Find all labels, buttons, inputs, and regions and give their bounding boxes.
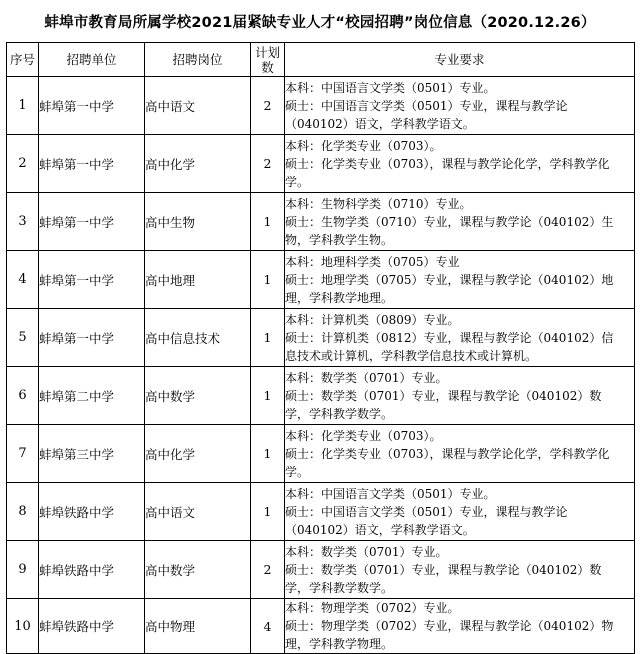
major-requirements — [285, 193, 635, 251]
recruiting-post: 高中数学 — [145, 541, 251, 599]
major-requirements — [285, 541, 635, 599]
requirement-line: 硕士：物理学类（0702）专业，课程与教学论（040102）物 — [285, 619, 614, 633]
requirement-line: 硕士：地理学类（0705）专业，课程与教学论（040102）地 — [285, 272, 614, 287]
requirement-line: 本科：化学类专业（0703）。 — [285, 138, 442, 153]
row-number: 5 — [7, 309, 39, 367]
table-row — [7, 251, 635, 309]
recruiting-unit: 蚌埠铁路中学 — [39, 483, 145, 541]
header-count-line2: 数 — [261, 59, 274, 75]
requirement-line: 学。 — [285, 464, 310, 479]
header-unit: 招聘单位 — [39, 43, 145, 77]
planned-count: 2 — [251, 77, 285, 135]
requirement-line: 本科：生物科学类（0710）专业。 — [285, 196, 472, 211]
recruiting-unit: 蚌埠第一中学 — [39, 309, 145, 367]
planned-count: 4 — [251, 599, 285, 654]
requirement-line: （040102）语文，学科教学语文。 — [285, 522, 475, 537]
row-number: 4 — [7, 251, 39, 309]
requirement-line: 学。 — [285, 174, 310, 189]
document-title: 蚌埠市教育局所属学校2021届紧缺专业人才“校园招聘”岗位信息（2020.12.26） — [44, 14, 596, 31]
requirement-line: 学，学科教学数学。 — [285, 580, 394, 595]
table-header-row — [7, 43, 635, 77]
planned-count: 1 — [251, 251, 285, 309]
row-number: 2 — [7, 135, 39, 193]
table-row — [7, 309, 635, 367]
major-requirements — [285, 135, 635, 193]
recruiting-post: 高中生物 — [145, 193, 251, 251]
table-row — [7, 135, 635, 193]
table-body — [7, 77, 635, 654]
recruiting-unit: 蚌埠第三中学 — [39, 425, 145, 483]
major-requirements — [285, 251, 635, 309]
requirement-line: 本科：计算机类（0809）专业。 — [285, 312, 460, 327]
recruiting-post: 高中化学 — [145, 425, 251, 483]
header-count — [251, 43, 285, 77]
recruiting-post: 高中数学 — [145, 367, 251, 425]
requirement-line: 本科：地理科学类（0705）专业 — [285, 254, 460, 269]
requirement-line: 本科：数学类（0701）专业。 — [285, 544, 448, 559]
major-requirements — [285, 483, 635, 541]
requirement-line: 硕士：中国语言文学类（0501）专业，课程与教学论 — [285, 98, 568, 113]
recruiting-unit: 蚌埠第一中学 — [39, 135, 145, 193]
requirement-line: 本科：中国语言文学类（0501）专业。 — [285, 80, 496, 95]
planned-count: 1 — [251, 367, 285, 425]
requirement-line: 硕士：化学类专业（0703），课程与教学论化学，学科教学化 — [285, 156, 610, 171]
planned-count: 2 — [251, 541, 285, 599]
table-row — [7, 367, 635, 425]
planned-count: 1 — [251, 483, 285, 541]
table-row — [7, 483, 635, 541]
major-requirements — [285, 77, 635, 135]
header-count-line1: 计划 — [254, 44, 280, 60]
table-row — [7, 77, 635, 135]
planned-count: 1 — [251, 193, 285, 251]
planned-count: 1 — [251, 425, 285, 483]
header-post: 招聘岗位 — [145, 43, 251, 77]
requirement-line: 本科：数学类（0701）专业。 — [285, 370, 448, 385]
table-row — [7, 541, 635, 599]
major-requirements — [285, 309, 635, 367]
requirement-line: 本科：中国语言文学类（0501）专业。 — [285, 486, 496, 501]
requirement-line: 物，学科教学生物。 — [285, 232, 394, 247]
requirement-line: 学，学科教学数学。 — [285, 406, 394, 421]
table-row — [7, 193, 635, 251]
major-requirements — [285, 425, 635, 483]
row-number: 8 — [7, 483, 39, 541]
row-number: 7 — [7, 425, 39, 483]
recruiting-post: 高中化学 — [145, 135, 251, 193]
recruiting-post: 高中地理 — [145, 251, 251, 309]
table-row — [7, 425, 635, 483]
requirement-line: 理，学科教学地理。 — [285, 290, 394, 305]
row-number: 6 — [7, 367, 39, 425]
requirement-line: 理，学科教学物理。 — [285, 637, 394, 651]
row-number: 1 — [7, 77, 39, 135]
requirement-line: 硕士：计算机类（0812）专业，课程与教学论（040102）信 — [285, 330, 614, 345]
major-requirements — [285, 599, 635, 654]
requirement-line: 息技术或计算机，学科教学信息技术或计算机。 — [285, 348, 538, 363]
recruiting-unit: 蚌埠第一中学 — [39, 193, 145, 251]
row-number: 9 — [7, 541, 39, 599]
planned-count: 2 — [251, 135, 285, 193]
recruiting-unit: 蚌埠铁路中学 — [39, 599, 145, 654]
requirement-line: （040102）语文，学科教学语文。 — [285, 116, 475, 131]
recruiting-unit: 蚌埠铁路中学 — [39, 541, 145, 599]
requirement-line: 硕士：数学类（0701）专业，课程与教学论（040102）数 — [285, 388, 602, 403]
major-requirements — [285, 367, 635, 425]
recruiting-post: 高中语文 — [145, 77, 251, 135]
header-requirements: 专业要求 — [285, 43, 635, 77]
recruiting-post: 高中信息技术 — [145, 309, 251, 367]
requirement-line: 硕士：中国语言文学类（0501）专业，课程与教学论 — [285, 504, 568, 519]
header-no: 序号 — [7, 43, 39, 77]
recruiting-unit: 蚌埠第一中学 — [39, 77, 145, 135]
planned-count: 1 — [251, 309, 285, 367]
requirement-line: 硕士：数学类（0701）专业，课程与教学论（040102）数 — [285, 562, 602, 577]
table-row — [7, 599, 635, 654]
requirement-line: 本科：化学类专业（0703）。 — [285, 428, 442, 443]
requirement-line: 硕士：生物学类（0710）专业，课程与教学论（040102）生 — [285, 214, 614, 229]
row-number: 3 — [7, 193, 39, 251]
recruitment-table — [6, 42, 635, 654]
recruiting-unit: 蚌埠第一中学 — [39, 251, 145, 309]
recruiting-post: 高中物理 — [145, 599, 251, 654]
requirement-line: 本科：物理学类（0702）专业。 — [285, 601, 460, 615]
recruiting-post: 高中语文 — [145, 483, 251, 541]
row-number: 10 — [7, 599, 39, 654]
recruiting-unit: 蚌埠第二中学 — [39, 367, 145, 425]
requirement-line: 硕士：化学类专业（0703），课程与教学论化学，学科教学化 — [285, 446, 610, 461]
